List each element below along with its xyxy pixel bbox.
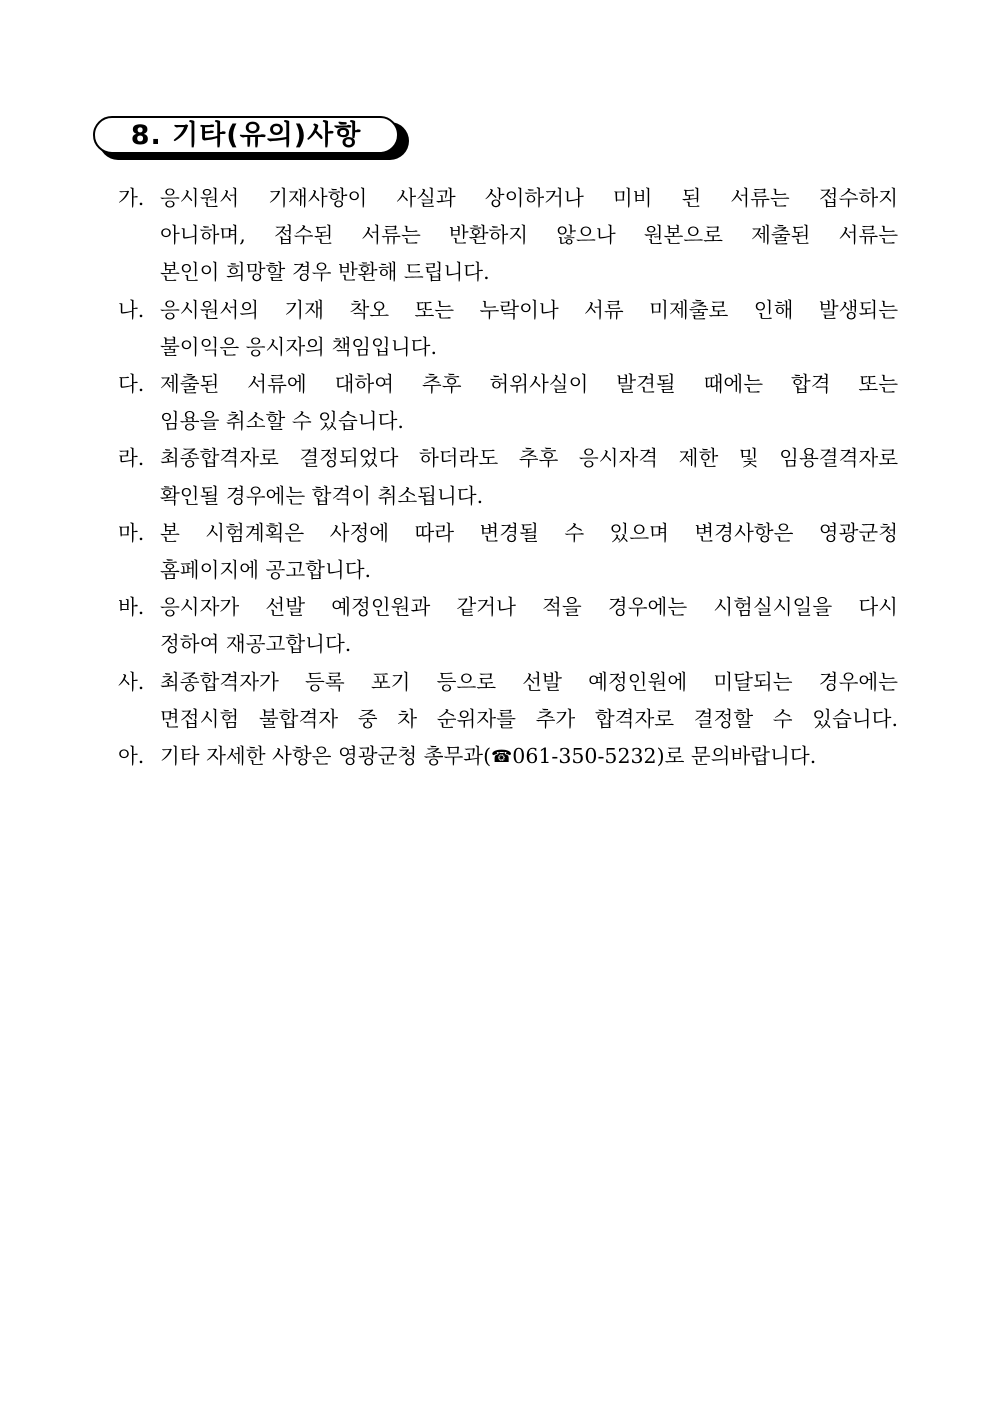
item-marker: 마. [118, 520, 145, 545]
item-line: 임용을 취소할 수 있습니다. [160, 409, 404, 434]
telephone-icon: ☎ [491, 747, 513, 768]
item-line: 본인이 희망할 경우 반환해 드립니다. [160, 260, 490, 285]
item-line: 확인될 경우에는 합격이 취소됩니다. [160, 483, 484, 508]
item-marker: 아. [118, 744, 145, 769]
list-item [118, 515, 898, 589]
title-box [93, 116, 399, 154]
item-line: 본 시험계획은 사정에 따라 변경될 수 있으며 변경사항은 영광군청 [160, 520, 898, 545]
item-line: 제출된 서류에 대하여 추후 허위사실이 발견될 때에는 합격 또는 [160, 372, 898, 397]
item-line: 면접시험 불합격자 중 차 순위자를 추가 합격자로 결정할 수 있습니다. [160, 706, 898, 731]
item-marker: 나. [118, 297, 145, 322]
item-line: 최종합격자가 등록 포기 등으로 선발 예정인원에 미달되는 경우에는 [160, 669, 898, 694]
item-marker: 라. [118, 446, 145, 471]
item-line: 최종합격자로 결정되었다 하더라도 추후 응시자격 제한 및 임용결격자로 [160, 446, 898, 471]
item-line [160, 744, 816, 768]
section-title-badge [93, 116, 411, 162]
item-line: 아니하며, 접수된 서류는 반환하지 않으나 원본으로 제출된 서류는 [160, 223, 898, 248]
contact-text-after: )로 문의바랍니다. [656, 744, 817, 769]
contact-text-before: 기타 자세한 사항은 영광군청 총무과( [160, 744, 492, 769]
list-item [118, 180, 898, 292]
item-line: 응시원서의 기재 착오 또는 누락이나 서류 미제출로 인해 발생되는 [160, 297, 898, 322]
list-item [118, 738, 898, 776]
item-line: 홈페이지에 공고합니다. [160, 558, 372, 583]
item-marker: 가. [118, 186, 145, 210]
item-line: 불이익은 응시자의 책임입니다. [160, 334, 437, 359]
list-item [118, 440, 898, 514]
section-title: 8. 기타(유의)사항 [130, 119, 362, 151]
item-marker: 사. [118, 669, 145, 694]
item-line: 정하여 재공고합니다. [160, 632, 352, 657]
item-marker: 다. [118, 372, 145, 397]
item-line: 응시원서 기재사항이 사실과 상이하거나 미비 된 서류는 접수하지 [160, 186, 898, 210]
item-marker: 바. [118, 595, 145, 620]
item-line: 응시자가 선발 예정인원과 같거나 적을 경우에는 시험실시일을 다시 [160, 595, 898, 620]
list-item [118, 664, 898, 738]
contact-phone-number: 061-350-5232 [512, 744, 657, 769]
notice-list [118, 180, 898, 776]
list-item [118, 589, 898, 663]
list-item [118, 366, 898, 440]
list-item [118, 292, 898, 366]
